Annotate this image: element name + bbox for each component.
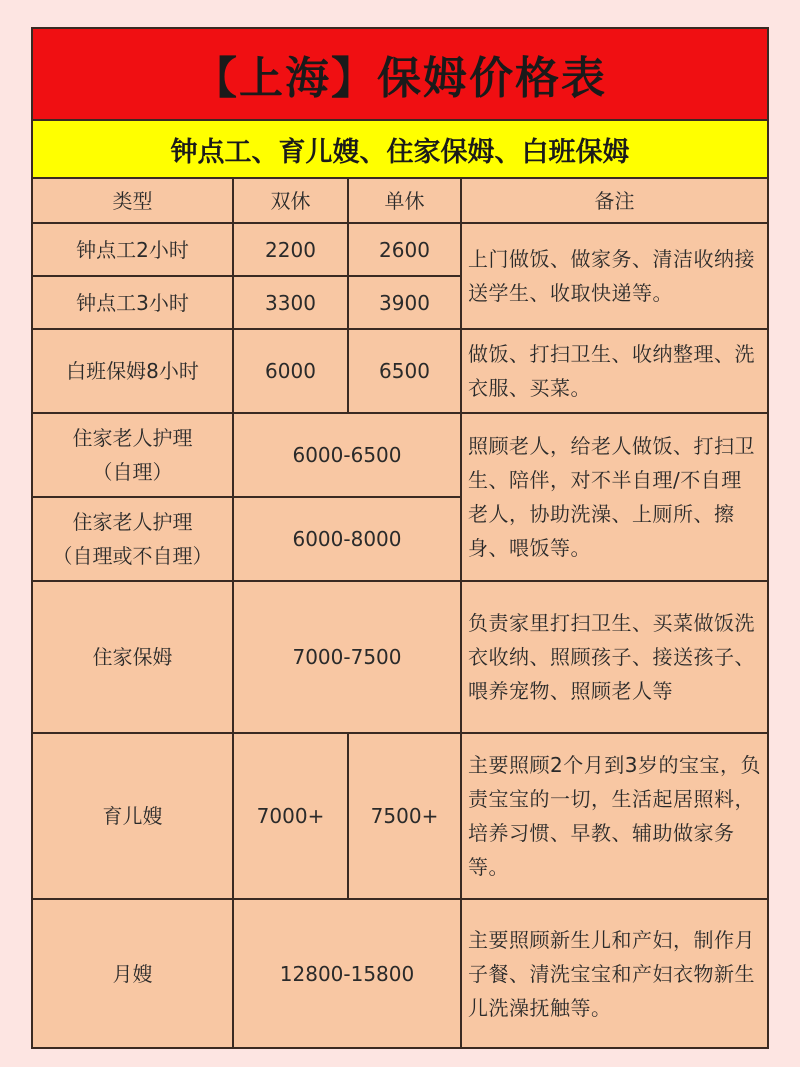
type-cell: 育儿嫂: [33, 733, 233, 899]
page-title: 【上海】保姆价格表: [33, 29, 767, 121]
type-cell: [33, 497, 233, 581]
table-row: [33, 581, 767, 733]
page-subtitle: 钟点工、育儿嫂、住家保姆、白班保姆: [33, 121, 767, 179]
double-rest-price: 2200: [233, 223, 348, 276]
header-type: 类型: [33, 179, 233, 223]
type-cell: 钟点工3小时: [33, 276, 233, 329]
price-range: 7000-7500: [233, 581, 461, 733]
header-single-rest: 单休: [348, 179, 461, 223]
note-cell: 主要照顾2个月到3岁的宝宝，负责宝宝的一切，生活起居照料，培养习惯、早教、辅助做家务等。: [461, 733, 767, 899]
note-cell: 上门做饭、做家务、清洁收纳接送学生、收取快递等。: [461, 223, 767, 329]
note-cell: 做饭、打扫卫生、收纳整理、洗衣服、买菜。: [461, 329, 767, 413]
single-rest-price: 3900: [348, 276, 461, 329]
double-rest-price: 6000: [233, 329, 348, 413]
type-cell: 钟点工2小时: [33, 223, 233, 276]
header-double-rest: 双休: [233, 179, 348, 223]
price-range: 6000-6500: [233, 413, 461, 497]
type-line: 住家老人护理: [72, 426, 193, 450]
table-row: [33, 329, 767, 413]
type-cell: 月嫂: [33, 899, 233, 1047]
note-cell: 照顾老人，给老人做饭、打扫卫生、陪伴，对不半自理/不自理老人，协助洗澡、上厕所、擦身、喂饭等。: [461, 413, 767, 581]
type-cell: [33, 413, 233, 497]
note-cell: 负责家里打扫卫生、买菜做饭洗衣收纳、照顾孩子、接送孩子、喂养宠物、照顾老人等: [461, 581, 767, 733]
double-rest-price: 7000+: [233, 733, 348, 899]
type-line: （自理或不自理）: [52, 544, 213, 568]
single-rest-price: 2600: [348, 223, 461, 276]
type-cell: 白班保姆8小时: [33, 329, 233, 413]
type-line: （自理）: [92, 460, 173, 484]
price-table: [33, 179, 767, 1047]
table-row: [33, 223, 767, 276]
type-cell: 住家保姆: [33, 581, 233, 733]
double-rest-price: 3300: [233, 276, 348, 329]
note-cell: 主要照顾新生儿和产妇，制作月子餐、清洗宝宝和产妇衣物新生儿洗澡抚触等。: [461, 899, 767, 1047]
table-row: [33, 733, 767, 899]
price-sheet: [31, 27, 769, 1049]
price-range: 6000-8000: [233, 497, 461, 581]
header-notes: 备注: [461, 179, 767, 223]
single-rest-price: 6500: [348, 329, 461, 413]
single-rest-price: 7500+: [348, 733, 461, 899]
price-range: 12800-15800: [233, 899, 461, 1047]
table-header-row: [33, 179, 767, 223]
table-row: [33, 413, 767, 497]
type-line: 住家老人护理: [72, 510, 193, 534]
table-row: [33, 899, 767, 1047]
